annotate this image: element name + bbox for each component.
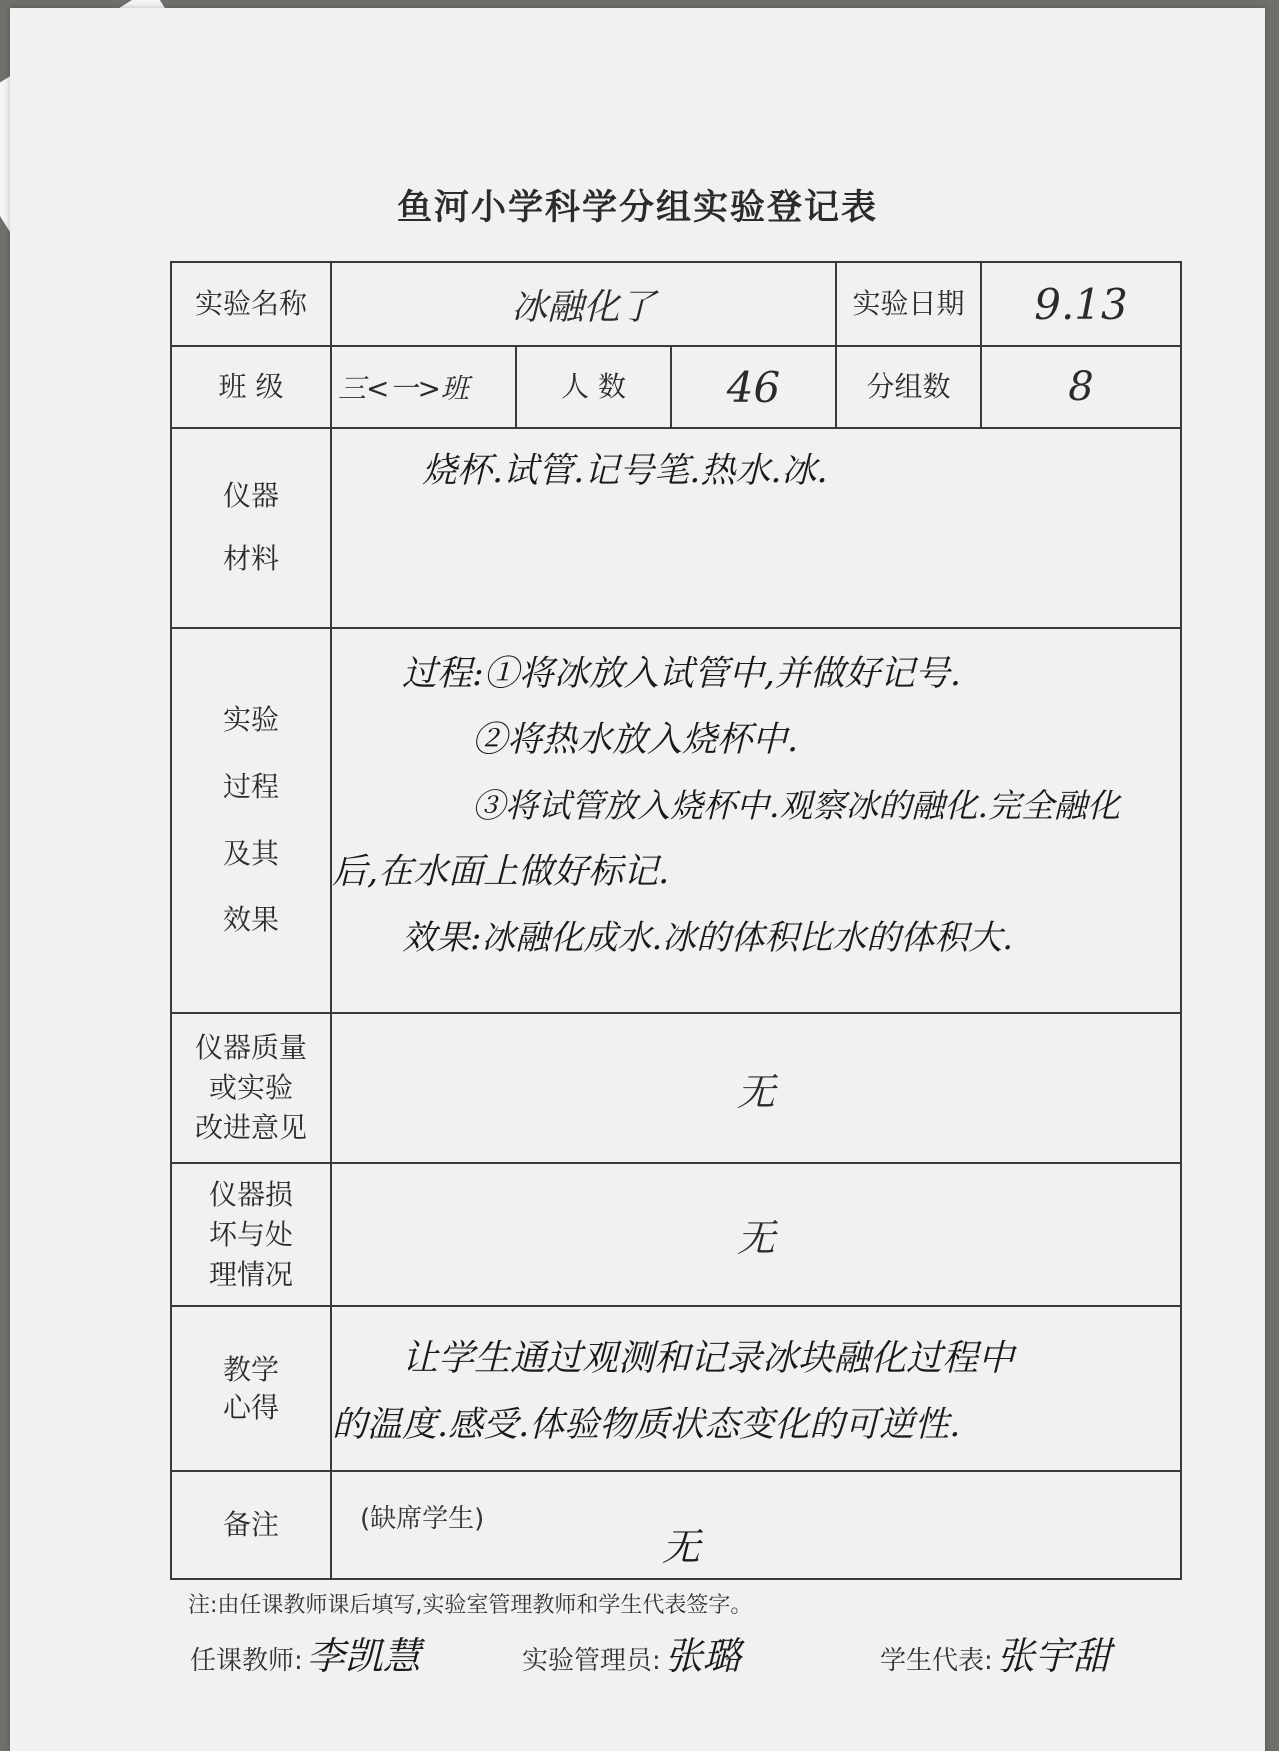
process-label-line-3: 及其 (222, 836, 279, 870)
date-value: 9.13 (981, 262, 1181, 346)
row-quality (171, 1013, 1181, 1163)
class-label: 班 级 (171, 346, 331, 428)
process-label (171, 628, 331, 1013)
damage-label-line-3: 理情况 (208, 1257, 293, 1291)
row-teaching (171, 1306, 1181, 1471)
teaching-cell (331, 1306, 1181, 1471)
admin-signature-block (522, 1625, 741, 1680)
equipment-cell (331, 428, 1181, 628)
row-equipment (171, 428, 1181, 628)
experiment-name-value: 冰融化了 (331, 262, 836, 346)
teaching-line-2: 的温度.感受.体验物质状态变化的可逆性. (332, 1404, 961, 1445)
people-label: 人 数 (516, 346, 671, 428)
equipment-label-line-2: 材料 (222, 542, 279, 575)
process-label-line-4: 效果 (222, 903, 279, 937)
process-label-line-1: 实验 (222, 703, 279, 737)
damage-label (171, 1163, 331, 1306)
people-value: 46 (671, 346, 836, 428)
teaching-line-1: 让学生通过观测和记录冰块融化过程中 (402, 1337, 1015, 1379)
quality-value: 无 (331, 1013, 1181, 1163)
quality-label (171, 1013, 331, 1163)
admin-label: 实验管理员: (522, 1646, 661, 1676)
remarks-cell (331, 1471, 1181, 1579)
process-line-2: ②将热水放入烧杯中. (472, 720, 799, 760)
process-cell (331, 628, 1181, 1013)
equipment-value: 烧杯.试管.记号笔.热水.冰. (422, 451, 828, 491)
quality-label-line-2: 或实验 (208, 1071, 293, 1104)
date-label: 实验日期 (836, 262, 981, 346)
teacher-signature: 李凯慧 (306, 1634, 421, 1678)
damage-label-line-1: 仪器损 (208, 1177, 293, 1211)
remarks-hint: (缺席学生) (360, 1504, 485, 1534)
quality-label-line-3: 改进意见 (194, 1111, 307, 1144)
teacher-label: 任课教师: (190, 1646, 303, 1676)
teaching-label-line-1: 教学 (222, 1352, 279, 1386)
damage-label-line-2: 坏与处 (208, 1217, 293, 1251)
quality-label-line-1: 仪器质量 (194, 1031, 307, 1064)
equipment-label-line-1: 仪器 (222, 479, 279, 513)
teacher-signature-block (190, 1625, 421, 1680)
admin-signature: 张璐 (664, 1634, 741, 1678)
teaching-label (171, 1306, 331, 1471)
equipment-label (171, 428, 331, 628)
remarks-value: 无 (662, 1525, 701, 1569)
teaching-label-line-2: 心得 (222, 1390, 279, 1424)
row-remarks (171, 1471, 1181, 1579)
remarks-label: 备注 (171, 1471, 331, 1579)
paper-sheet (10, 8, 1265, 1751)
experiment-name-label: 实验名称 (171, 262, 331, 346)
student-signature: 张宇甜 (996, 1634, 1111, 1678)
footer-note: 注:由任课教师课后填写,实验室管理教师和学生代表签字。 (188, 1593, 753, 1618)
class-value: 三<一>班 (331, 346, 516, 428)
row-class-info (171, 346, 1181, 428)
process-line-1: 过程:①将冰放入试管中,并做好记号. (402, 654, 962, 694)
process-line-4: 后,在水面上做好标记. (332, 852, 670, 892)
damage-value: 无 (331, 1163, 1181, 1306)
registration-table (170, 261, 1182, 1580)
row-experiment-name (171, 262, 1181, 346)
process-label-line-2: 过程 (222, 769, 279, 803)
process-line-3: ③将试管放入烧杯中.观察冰的融化.完全融化 (472, 786, 1120, 825)
row-damage (171, 1163, 1181, 1306)
student-signature-block (880, 1625, 1111, 1680)
groups-label: 分组数 (836, 346, 981, 428)
groups-value: 8 (981, 346, 1181, 428)
form-title: 鱼河小学科学分组实验登记表 (396, 188, 878, 228)
process-line-5: 效果:冰融化成水.冰的体积比水的体积大. (402, 918, 1014, 958)
row-process (171, 628, 1181, 1013)
student-label: 学生代表: (880, 1646, 993, 1676)
